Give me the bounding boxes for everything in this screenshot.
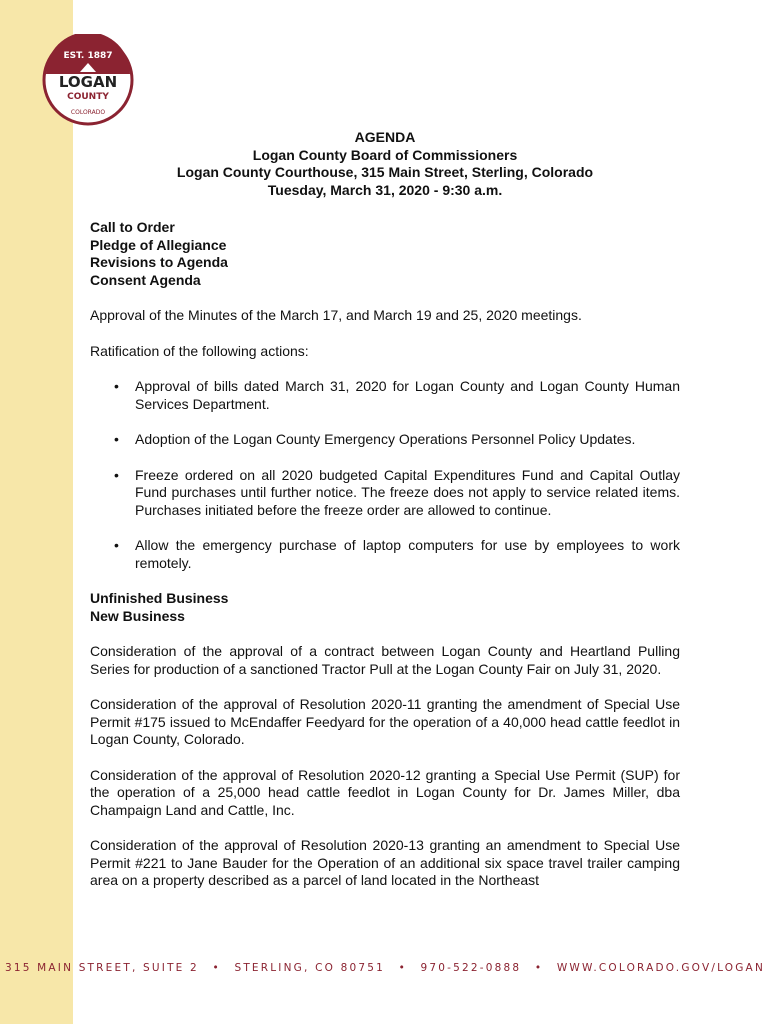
list-item-text: Freeze ordered on all 2020 budgeted Capital Expenditures Fund and Capital Outlay Fund purchases until further notice. The freeze does not apply to service related items. Purchases initiated before the freeze order are allowed to continue. <box>135 466 680 518</box>
bullet-icon: • <box>114 378 119 394</box>
ratification-intro: Ratification of the following actions: <box>90 342 309 359</box>
meeting-location: Logan County Courthouse, 315 Main Street, Sterling, Colorado <box>176 164 594 180</box>
bullet-icon: • <box>114 466 119 483</box>
list-item <box>90 431 680 449</box>
footer-separator: • <box>398 962 407 974</box>
footer-phone: 970-522-0888 <box>420 962 522 974</box>
footer-city: STERLING, CO 80751 <box>234 962 386 974</box>
new-business-item: Consideration of the approval of Resolution 2020-11 granting the amendment of Special Use Permit #175 issued to McEndaffer Feedyard for the operation of a 40,000 head cattle feedlot in Logan County, Colorado. <box>90 696 680 747</box>
new-business-item: Consideration of the approval of Resolution 2020-13 granting an amendment to Special Use Permit #221 to Jane Bauder for the Operation of an additional six space travel trailer camping area on a property described as a parcel of land located in the Northeast <box>90 837 680 888</box>
logo-est-text: EST. 1887 <box>63 51 113 61</box>
agenda-header <box>90 129 680 199</box>
footer-address: 315 MAIN STREET, SUITE 2 <box>4 962 199 974</box>
logo-name-top: LOGAN <box>58 73 118 91</box>
list-item <box>90 467 680 520</box>
minutes-approval: Approval of the Minutes of the March 17, and March 19 and 25, 2020 meetings. <box>90 307 582 323</box>
opening-item: Call to Order <box>90 219 175 235</box>
list-item-text: Allow the emergency purchase of laptop computers for use by employees to work remotely. <box>135 537 680 571</box>
logo-state: COLORADO <box>70 109 106 116</box>
list-item-text: Adoption of the Logan County Emergency Operations Personnel Policy Updates. <box>135 431 636 447</box>
opening-item: Consent Agenda <box>90 271 201 288</box>
opening-item: Revisions to Agenda <box>90 254 228 270</box>
agenda-title: AGENDA <box>354 129 416 145</box>
bullet-icon: • <box>114 431 119 447</box>
list-item-text: Approval of bills dated March 31, 2020 for Logan County and Logan County Human Services Department. <box>135 378 680 412</box>
ratification-list <box>90 378 680 572</box>
side-color-bar <box>0 0 73 1024</box>
opening-items <box>90 219 680 289</box>
page-footer <box>0 962 770 974</box>
footer-separator: • <box>534 962 544 974</box>
agenda-body <box>90 219 680 890</box>
business-headings <box>90 590 680 625</box>
bullet-icon: • <box>114 537 119 553</box>
logan-county-logo <box>42 34 134 126</box>
list-item <box>90 378 680 413</box>
unfinished-business-heading: Unfinished Business <box>90 590 229 606</box>
list-item <box>90 537 680 572</box>
new-business-heading: New Business <box>90 607 185 624</box>
opening-item: Pledge of Allegiance <box>90 236 227 253</box>
footer-website: WWW.COLORADO.GOV/LOGAN <box>556 962 765 974</box>
board-name: Logan County Board of Commissioners <box>252 146 518 163</box>
new-business-item: Consideration of the approval of Resolution 2020-12 granting a Special Use Permit (SUP) for the operation of a 25,000 head cattle feedlot in Logan County for Dr. James Miller, dba Champaign Land and Cattle, Inc. <box>90 766 680 818</box>
new-business-item: Consideration of the approval of a contract between Logan County and Heartland Pulling Series for production of a sanctioned Tractor Pull at the Logan County Fair on July 31, 2020. <box>90 643 680 677</box>
footer-separator: • <box>212 962 221 974</box>
logo-name-bottom: COUNTY <box>67 92 109 102</box>
meeting-datetime: Tuesday, March 31, 2020 - 9:30 a.m. <box>267 181 503 198</box>
